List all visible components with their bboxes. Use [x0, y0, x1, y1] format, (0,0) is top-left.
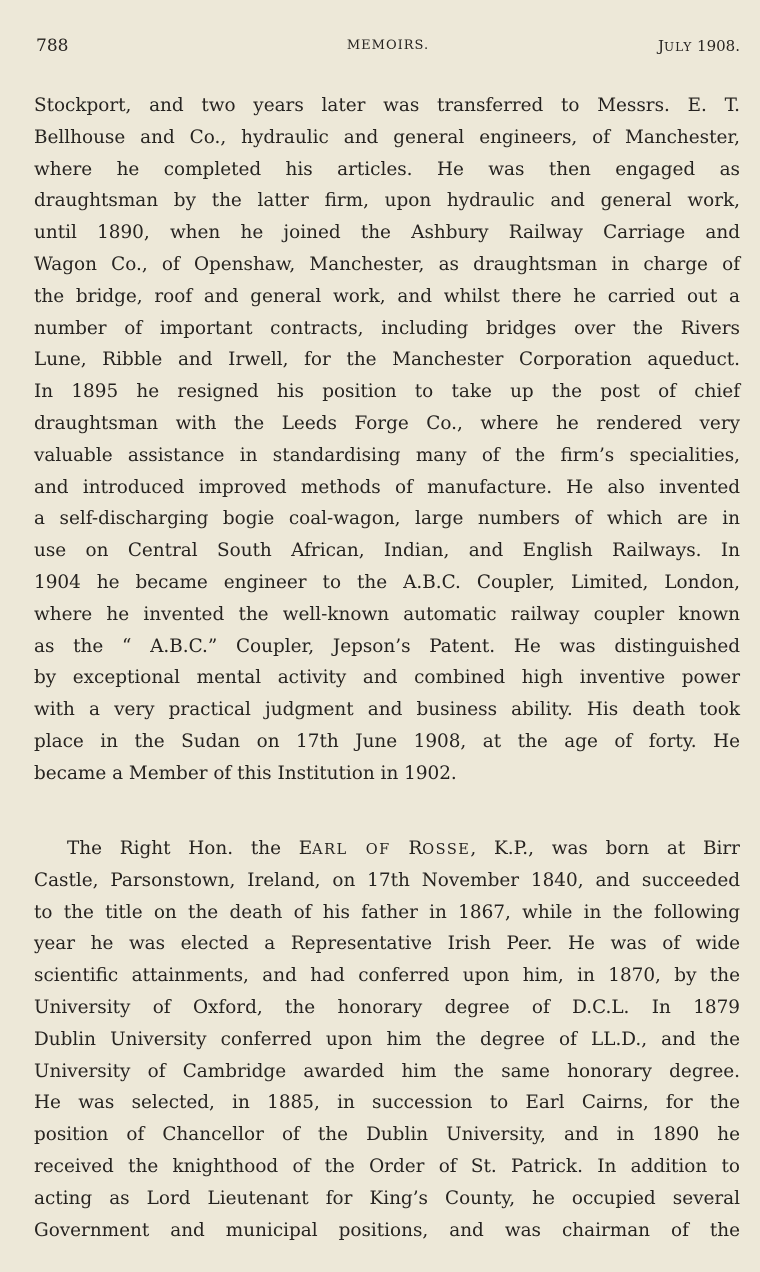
- text-fragment: The Right Hon. the: [67, 838, 299, 859]
- text-line: valuable assistance in standardising many of the firm’s specialities,: [34, 444, 740, 466]
- person-name-earl-of-rosse: [299, 838, 471, 859]
- text-line: position of Chancellor of the Dublin University, and in 1890 he: [34, 1124, 740, 1146]
- issue-date-month-initial: J: [658, 37, 665, 55]
- running-head: [36, 36, 740, 64]
- text-line: use on Central South African, Indian, and English Railways. In: [34, 540, 740, 562]
- text-line: a self-discharging bogie coal-wagon, large numbers of which are in: [34, 508, 740, 530]
- text-line: Lune, Ribble and Irwell, for the Manchester Corporation aqueduct.: [34, 349, 740, 371]
- name-initial: E: [298, 838, 313, 859]
- section-title: MEMOIRS.: [346, 38, 430, 53]
- name-small-caps: ARL OF: [312, 842, 391, 858]
- issue-date-month-rest: ULY: [664, 40, 693, 54]
- text-line: with a very practical judgment and business ability. His death took: [34, 699, 740, 721]
- text-line: where he completed his articles. He was then engaged as: [34, 158, 740, 180]
- text-line: the bridge, roof and general work, and whilst there he carried out a: [34, 285, 740, 307]
- text-line: Stockport, and two years later was transferred to Messrs. E. T.: [34, 95, 740, 116]
- issue-date: [658, 37, 740, 55]
- text-line: as the “ A.B.C.” Coupler, Jepson’s Patent. He was distinguished: [34, 635, 740, 657]
- text-line: where he invented the well-known automatic railway coupler known: [34, 603, 740, 625]
- text-line: 1904 he became engineer to the A.B.C. Coupler, Limited, London,: [34, 571, 740, 593]
- text-line: until 1890, when he joined the Ashbury Railway Carriage and: [34, 222, 740, 244]
- issue-date-year: 1908.: [697, 37, 740, 55]
- text-line: Castle, Parsonstown, Ireland, on 17th November 1840, and succeeded: [34, 869, 740, 891]
- text-line: scientific attainments, and had conferred upon him, in 1870, by the: [34, 965, 740, 987]
- text-line: He was selected, in 1885, in succession to Earl Cairns, for the: [34, 1092, 740, 1114]
- text-line: and introduced improved methods of manufacture. He also invented: [34, 476, 740, 498]
- text-line: year he was elected a Representative Irish Peer. He was of wide: [34, 933, 740, 955]
- memoir-paragraph-continued: [34, 90, 740, 790]
- text-fragment: , K.P., was born at Birr: [470, 838, 740, 859]
- text-line: by exceptional mental activity and combined high inventive power: [34, 667, 740, 689]
- memoir-paragraph-earl-of-rosse: [34, 833, 740, 1246]
- text-line: University of Oxford, the honorary degree of D.C.L. In 1879: [34, 996, 740, 1018]
- page-number: 788: [36, 36, 69, 56]
- text-line: acting as Lord Lieutenant for King’s County, he occupied several: [34, 1187, 740, 1209]
- text-line: number of important contracts, including bridges over the Rivers: [34, 317, 740, 339]
- text-line-first: [34, 833, 740, 865]
- name-initial: R: [390, 838, 423, 859]
- text-line: draughtsman by the latter firm, upon hydraulic and general work,: [34, 190, 740, 212]
- text-line: Dublin University conferred upon him the degree of LL.D., and the: [34, 1028, 740, 1050]
- text-line: draughtsman with the Leeds Forge Co., where he rendered very: [34, 412, 740, 434]
- text-line: received the knighthood of the Order of St. Patrick. In addition to: [34, 1155, 740, 1177]
- name-small-caps: OSSE: [422, 842, 471, 858]
- text-line: became a Member of this Institution in 1902.: [34, 762, 457, 784]
- text-line: Government and municipal positions, and was chairman of the: [34, 1219, 740, 1241]
- text-line: In 1895 he resigned his position to take up the post of chief: [34, 381, 740, 403]
- text-line: to the title on the death of his father in 1867, while in the following: [34, 901, 740, 923]
- text-line: Wagon Co., of Openshaw, Manchester, as draughtsman in charge of: [34, 253, 740, 275]
- text-line: Bellhouse and Co., hydraulic and general engineers, of Manchester,: [34, 126, 740, 148]
- text-line: University of Cambridge awarded him the same honorary degree.: [34, 1060, 740, 1082]
- text-line: place in the Sudan on 17th June 1908, at the age of forty. He: [34, 730, 740, 752]
